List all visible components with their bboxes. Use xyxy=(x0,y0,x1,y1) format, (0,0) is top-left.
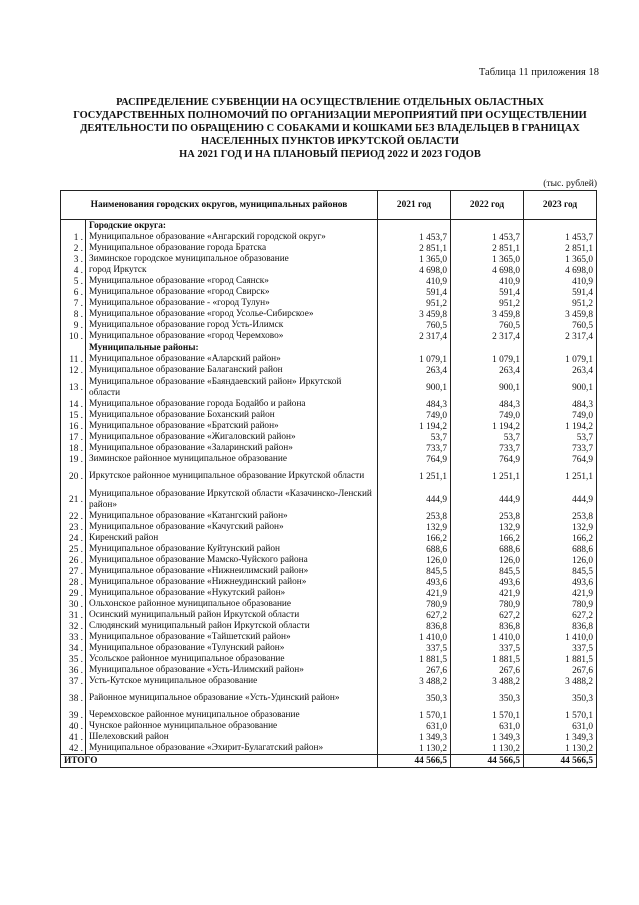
title-line: НАСЕЛЕННЫХ ПУНКТОВ ИРКУТСКОЙ ОБЛАСТИ xyxy=(200,136,460,147)
row-name: Чунское районное муниципальное образование xyxy=(86,721,378,732)
row-number: 11 . xyxy=(61,354,86,365)
row-value-2023: 253,8 xyxy=(524,511,597,522)
row-value-2022: 591,4 xyxy=(451,287,524,298)
row-value-2022: 267,6 xyxy=(451,665,524,676)
row-value-2021: 1 410,0 xyxy=(378,632,451,643)
table-row xyxy=(61,577,597,588)
row-value-2023: 337,5 xyxy=(524,643,597,654)
row-value-2021: 951,2 xyxy=(378,298,451,309)
row-value-2021: 1 130,2 xyxy=(378,743,451,755)
row-value-2021: 733,7 xyxy=(378,443,451,454)
row-value-2021: 3 488,2 xyxy=(378,676,451,687)
document-title xyxy=(60,96,600,161)
row-value-2022: 688,6 xyxy=(451,544,524,555)
table-row xyxy=(61,743,597,755)
header-2021: 2021 год xyxy=(378,191,451,220)
row-value-2022: 53,7 xyxy=(451,432,524,443)
row-value-2022: 1 881,5 xyxy=(451,654,524,665)
row-number: 26 . xyxy=(61,555,86,566)
header-2023: 2023 год xyxy=(524,191,597,220)
row-name: Муниципальное образование «Эхирит-Булагатский район» xyxy=(86,743,378,755)
row-name: Усольское районное муниципальное образование xyxy=(86,654,378,665)
table-row xyxy=(61,309,597,320)
row-value-2021: 126,0 xyxy=(378,555,451,566)
row-value-2023: 410,9 xyxy=(524,276,597,287)
table-row xyxy=(61,488,597,511)
table-row xyxy=(61,399,597,410)
row-value-2021: 2 317,4 xyxy=(378,331,451,342)
row-value-2023: 1 130,2 xyxy=(524,743,597,755)
row-value-2022: 780,9 xyxy=(451,599,524,610)
table-row xyxy=(61,621,597,632)
row-value-2022: 2 317,4 xyxy=(451,331,524,342)
row-value-2023: 1 349,3 xyxy=(524,732,597,743)
row-name: Муниципальное образование «Заларинский район» xyxy=(86,443,378,454)
row-name: Черемховское районное муниципальное образование xyxy=(86,710,378,721)
row-value-2022: 166,2 xyxy=(451,533,524,544)
row-value-2023: 3 459,8 xyxy=(524,309,597,320)
row-value-2022: 900,1 xyxy=(451,376,524,399)
table-row xyxy=(61,610,597,621)
row-number: 15 . xyxy=(61,410,86,421)
table-row xyxy=(61,432,597,443)
row-value-2022: 3 488,2 xyxy=(451,676,524,687)
row-name: город Иркутск xyxy=(86,265,378,276)
row-number: 16 . xyxy=(61,421,86,432)
table-row xyxy=(61,443,597,454)
row-number: 32 . xyxy=(61,621,86,632)
row-name: Муниципальное образование Иркутской области «Казачинско-Ленский район» xyxy=(86,488,378,511)
row-number: 2 . xyxy=(61,243,86,254)
row-name: Муниципальное образование «Тулунский район» xyxy=(86,643,378,654)
row-name: Осинский муниципальный район Иркутской области xyxy=(86,610,378,621)
row-value-2022: 1 410,0 xyxy=(451,632,524,643)
row-name: Ольхонское районное муниципальное образование xyxy=(86,599,378,610)
row-value-2023: 627,2 xyxy=(524,610,597,621)
row-value-2021: 764,9 xyxy=(378,454,451,465)
row-value-2021: 780,9 xyxy=(378,599,451,610)
unit-label: (тыс. рублей) xyxy=(543,179,597,189)
row-number: 39 . xyxy=(61,710,86,721)
row-value-2023: 951,2 xyxy=(524,298,597,309)
section-title: Муниципальные районы: xyxy=(86,342,378,354)
row-number: 24 . xyxy=(61,533,86,544)
row-name: Усть-Кутское муниципальное образование xyxy=(86,676,378,687)
row-value-2022: 1 194,2 xyxy=(451,421,524,432)
row-value-2022: 627,2 xyxy=(451,610,524,621)
row-value-2022: 1 453,7 xyxy=(451,232,524,243)
row-number: 23 . xyxy=(61,522,86,533)
row-name: Муниципальное образование «Нижнеудинский район» xyxy=(86,577,378,588)
table-row xyxy=(61,544,597,555)
row-value-2022: 1 570,1 xyxy=(451,710,524,721)
row-value-2023: 493,6 xyxy=(524,577,597,588)
table-row xyxy=(61,555,597,566)
row-number: 33 . xyxy=(61,632,86,643)
table-row xyxy=(61,566,597,577)
row-value-2023: 591,4 xyxy=(524,287,597,298)
row-value-2023: 900,1 xyxy=(524,376,597,399)
row-value-2022: 4 698,0 xyxy=(451,265,524,276)
table-row xyxy=(61,643,597,654)
row-value-2021: 484,3 xyxy=(378,399,451,410)
row-value-2021: 627,2 xyxy=(378,610,451,621)
row-name: Киренский район xyxy=(86,533,378,544)
row-value-2023: 760,5 xyxy=(524,320,597,331)
table-row xyxy=(61,454,597,465)
row-value-2022: 845,5 xyxy=(451,566,524,577)
row-value-2023: 1 410,0 xyxy=(524,632,597,643)
row-number: 41 . xyxy=(61,732,86,743)
row-name: Муниципальное образование «Тайшетский район» xyxy=(86,632,378,643)
row-value-2023: 3 488,2 xyxy=(524,676,597,687)
row-value-2021: 591,4 xyxy=(378,287,451,298)
row-number: 14 . xyxy=(61,399,86,410)
table-row xyxy=(61,654,597,665)
row-value-2022: 263,4 xyxy=(451,365,524,376)
table-row xyxy=(61,354,597,365)
row-name: Муниципальное образование «Аларский район» xyxy=(86,354,378,365)
row-number: 5 . xyxy=(61,276,86,287)
row-name: Муниципальное образование «город Свирск» xyxy=(86,287,378,298)
row-value-2023: 1 365,0 xyxy=(524,254,597,265)
row-number: 20 . xyxy=(61,465,86,488)
table-body xyxy=(61,220,597,768)
table-row xyxy=(61,632,597,643)
table-row xyxy=(61,599,597,610)
row-value-2022: 132,9 xyxy=(451,522,524,533)
row-value-2021: 166,2 xyxy=(378,533,451,544)
row-value-2023: 444,9 xyxy=(524,488,597,511)
row-value-2021: 132,9 xyxy=(378,522,451,533)
row-value-2021: 760,5 xyxy=(378,320,451,331)
row-value-2023: 126,0 xyxy=(524,555,597,566)
appendix-reference: Таблица 11 приложения 18 xyxy=(478,67,599,78)
row-number: 12 . xyxy=(61,365,86,376)
row-name: Муниципальное образование «Баяндаевский район» Иркутской области xyxy=(86,376,378,399)
table-row xyxy=(61,710,597,721)
total-row xyxy=(61,755,597,768)
row-name: Муниципальное образование «Ангарский городской округ» xyxy=(86,232,378,243)
row-number: 13 . xyxy=(61,376,86,399)
row-value-2021: 3 459,8 xyxy=(378,309,451,320)
row-value-2021: 4 698,0 xyxy=(378,265,451,276)
row-value-2021: 410,9 xyxy=(378,276,451,287)
row-number: 8 . xyxy=(61,309,86,320)
table-row xyxy=(61,243,597,254)
row-number: 9 . xyxy=(61,320,86,331)
row-value-2023: 764,9 xyxy=(524,454,597,465)
title-line: ГОСУДАРСТВЕННЫХ ПОЛНОМОЧИЙ ПО ОРГАНИЗАЦИИ МЕРОПРИЯТИЙ ПРИ ОСУЩЕСТВЛЕНИИ xyxy=(73,110,587,121)
row-number: 6 . xyxy=(61,287,86,298)
row-value-2021: 836,8 xyxy=(378,621,451,632)
row-value-2021: 688,6 xyxy=(378,544,451,555)
row-name: Зиминское районное муниципальное образование xyxy=(86,454,378,465)
row-name: Муниципальное образование - «город Тулун» xyxy=(86,298,378,309)
row-value-2023: 2 851,1 xyxy=(524,243,597,254)
row-value-2021: 263,4 xyxy=(378,365,451,376)
table-row xyxy=(61,287,597,298)
row-value-2023: 1 453,7 xyxy=(524,232,597,243)
row-value-2021: 1 365,0 xyxy=(378,254,451,265)
row-value-2023: 845,5 xyxy=(524,566,597,577)
row-value-2021: 421,9 xyxy=(378,588,451,599)
section-title: Городские округа: xyxy=(86,220,378,233)
row-number: 27 . xyxy=(61,566,86,577)
row-value-2023: 267,6 xyxy=(524,665,597,676)
row-value-2023: 1 251,1 xyxy=(524,465,597,488)
table-row xyxy=(61,298,597,309)
table-row xyxy=(61,232,597,243)
row-value-2022: 484,3 xyxy=(451,399,524,410)
total-2023: 44 566,5 xyxy=(524,755,597,768)
row-name: Муниципальное образование Куйтунский район xyxy=(86,544,378,555)
row-value-2022: 1 365,0 xyxy=(451,254,524,265)
row-name: Муниципальное образование город Усть-Илимск xyxy=(86,320,378,331)
row-value-2021: 350,3 xyxy=(378,687,451,710)
row-value-2023: 1 194,2 xyxy=(524,421,597,432)
row-value-2023: 421,9 xyxy=(524,588,597,599)
row-value-2023: 1 079,1 xyxy=(524,354,597,365)
row-value-2021: 267,6 xyxy=(378,665,451,676)
row-name: Муниципальное образование «город Черемхово» xyxy=(86,331,378,342)
subvention-table xyxy=(60,190,597,768)
row-value-2022: 337,5 xyxy=(451,643,524,654)
row-number: 7 . xyxy=(61,298,86,309)
row-name: Муниципальное образование «Катангский район» xyxy=(86,511,378,522)
row-number: 35 . xyxy=(61,654,86,665)
row-number: 21 . xyxy=(61,488,86,511)
row-value-2022: 764,9 xyxy=(451,454,524,465)
row-number: 25 . xyxy=(61,544,86,555)
table-row xyxy=(61,522,597,533)
header-2022: 2022 год xyxy=(451,191,524,220)
table-header-row xyxy=(61,191,597,220)
table-row xyxy=(61,465,597,488)
row-value-2023: 1 570,1 xyxy=(524,710,597,721)
row-value-2023: 1 881,5 xyxy=(524,654,597,665)
table-row xyxy=(61,331,597,342)
row-value-2022: 1 079,1 xyxy=(451,354,524,365)
row-value-2022: 444,9 xyxy=(451,488,524,511)
row-number: 38 . xyxy=(61,687,86,710)
header-name: Наименования городских округов, муниципальных районов xyxy=(61,191,378,220)
row-name: Слюдянский муниципальный район Иркутской области xyxy=(86,621,378,632)
row-name: Муниципальное образование города Братска xyxy=(86,243,378,254)
row-value-2021: 2 851,1 xyxy=(378,243,451,254)
row-name: Муниципальное образование «город Усолье-Сибирское» xyxy=(86,309,378,320)
row-number: 17 . xyxy=(61,432,86,443)
table-row xyxy=(61,732,597,743)
row-value-2022: 126,0 xyxy=(451,555,524,566)
row-value-2021: 1 570,1 xyxy=(378,710,451,721)
row-value-2022: 253,8 xyxy=(451,511,524,522)
row-value-2022: 2 851,1 xyxy=(451,243,524,254)
row-number: 22 . xyxy=(61,511,86,522)
section-urban-row xyxy=(61,220,597,233)
row-name: Муниципальное образование «Усть-Илимский район» xyxy=(86,665,378,676)
row-value-2023: 166,2 xyxy=(524,533,597,544)
row-value-2022: 421,9 xyxy=(451,588,524,599)
row-number: 10 . xyxy=(61,331,86,342)
row-number: 19 . xyxy=(61,454,86,465)
row-value-2022: 1 349,3 xyxy=(451,732,524,743)
row-value-2021: 631,0 xyxy=(378,721,451,732)
row-value-2021: 444,9 xyxy=(378,488,451,511)
row-number: 29 . xyxy=(61,588,86,599)
row-value-2022: 749,0 xyxy=(451,410,524,421)
row-value-2021: 900,1 xyxy=(378,376,451,399)
row-number: 42 . xyxy=(61,743,86,755)
row-value-2022: 836,8 xyxy=(451,621,524,632)
section-rural-row xyxy=(61,342,597,354)
row-name: Муниципальное образование Боханский район xyxy=(86,410,378,421)
table-row xyxy=(61,320,597,331)
row-value-2023: 836,8 xyxy=(524,621,597,632)
row-value-2022: 1 130,2 xyxy=(451,743,524,755)
table-row xyxy=(61,676,597,687)
row-number: 3 . xyxy=(61,254,86,265)
total-2022: 44 566,5 xyxy=(451,755,524,768)
row-value-2022: 951,2 xyxy=(451,298,524,309)
total-2021: 44 566,5 xyxy=(378,755,451,768)
row-number: 18 . xyxy=(61,443,86,454)
table-row xyxy=(61,365,597,376)
row-value-2021: 1 079,1 xyxy=(378,354,451,365)
table-row xyxy=(61,687,597,710)
row-value-2023: 263,4 xyxy=(524,365,597,376)
row-value-2022: 1 251,1 xyxy=(451,465,524,488)
row-number: 4 . xyxy=(61,265,86,276)
table-row xyxy=(61,533,597,544)
row-name: Муниципальное образование города Бодайбо и района xyxy=(86,399,378,410)
row-value-2023: 749,0 xyxy=(524,410,597,421)
row-value-2021: 493,6 xyxy=(378,577,451,588)
row-value-2021: 1 453,7 xyxy=(378,232,451,243)
row-number: 34 . xyxy=(61,643,86,654)
row-value-2021: 1 349,3 xyxy=(378,732,451,743)
title-line: ДЕЯТЕЛЬНОСТИ ПО ОБРАЩЕНИЮ С СОБАКАМИ И КОШКАМИ БЕЗ ВЛАДЕЛЬЦЕВ В ГРАНИЦАХ xyxy=(80,123,580,134)
row-value-2022: 493,6 xyxy=(451,577,524,588)
row-value-2021: 1 194,2 xyxy=(378,421,451,432)
row-name: Муниципальное образование «Нукутский район» xyxy=(86,588,378,599)
row-name: Шелеховский район xyxy=(86,732,378,743)
row-number: 40 . xyxy=(61,721,86,732)
row-value-2023: 4 698,0 xyxy=(524,265,597,276)
table-row xyxy=(61,421,597,432)
row-name: Муниципальное образование «город Саянск» xyxy=(86,276,378,287)
table-row xyxy=(61,721,597,732)
table-row xyxy=(61,511,597,522)
row-name: Муниципальное образование «Жигаловский район» xyxy=(86,432,378,443)
row-value-2023: 132,9 xyxy=(524,522,597,533)
table-row xyxy=(61,376,597,399)
title-line: РАСПРЕДЕЛЕНИЕ СУБВЕНЦИИ НА ОСУЩЕСТВЛЕНИЕ ОТДЕЛЬНЫХ ОБЛАСТНЫХ xyxy=(116,97,544,108)
row-value-2022: 350,3 xyxy=(451,687,524,710)
table-row xyxy=(61,254,597,265)
row-value-2023: 2 317,4 xyxy=(524,331,597,342)
row-value-2022: 631,0 xyxy=(451,721,524,732)
table-row xyxy=(61,665,597,676)
row-number: 36 . xyxy=(61,665,86,676)
row-name: Муниципальное образование «Качугский район» xyxy=(86,522,378,533)
table-row xyxy=(61,588,597,599)
row-value-2021: 1 881,5 xyxy=(378,654,451,665)
row-value-2021: 845,5 xyxy=(378,566,451,577)
row-value-2023: 688,6 xyxy=(524,544,597,555)
table-row xyxy=(61,265,597,276)
row-value-2023: 484,3 xyxy=(524,399,597,410)
row-number: 1 . xyxy=(61,232,86,243)
row-name: Муниципальное образование «Нижнеилимский район» xyxy=(86,566,378,577)
row-number: 28 . xyxy=(61,577,86,588)
row-value-2022: 3 459,8 xyxy=(451,309,524,320)
row-value-2023: 350,3 xyxy=(524,687,597,710)
row-value-2023: 631,0 xyxy=(524,721,597,732)
table-row xyxy=(61,276,597,287)
row-value-2021: 53,7 xyxy=(378,432,451,443)
total-label: ИТОГО xyxy=(61,755,378,768)
row-value-2022: 760,5 xyxy=(451,320,524,331)
row-number: 30 . xyxy=(61,599,86,610)
row-value-2021: 749,0 xyxy=(378,410,451,421)
table-row xyxy=(61,410,597,421)
row-number: 31 . xyxy=(61,610,86,621)
row-number: 37 . xyxy=(61,676,86,687)
row-name: Муниципальное образование «Братский район» xyxy=(86,421,378,432)
row-value-2021: 337,5 xyxy=(378,643,451,654)
row-name: Муниципальное образование Мамско-Чуйского района xyxy=(86,555,378,566)
row-name: Районное муниципальное образование «Усть-Удинский район» xyxy=(86,687,378,710)
row-value-2021: 1 251,1 xyxy=(378,465,451,488)
row-name: Зиминское городское муниципальное образование xyxy=(86,254,378,265)
title-line: НА 2021 ГОД И НА ПЛАНОВЫЙ ПЕРИОД 2022 И 2023 ГОДОВ xyxy=(179,149,481,160)
row-name: Муниципальное образование Балаганский район xyxy=(86,365,378,376)
row-value-2023: 733,7 xyxy=(524,443,597,454)
row-value-2023: 53,7 xyxy=(524,432,597,443)
row-value-2022: 410,9 xyxy=(451,276,524,287)
row-value-2021: 253,8 xyxy=(378,511,451,522)
row-value-2022: 733,7 xyxy=(451,443,524,454)
row-value-2023: 780,9 xyxy=(524,599,597,610)
row-name: Иркутское районное муниципальное образование Иркутской области xyxy=(86,465,378,488)
